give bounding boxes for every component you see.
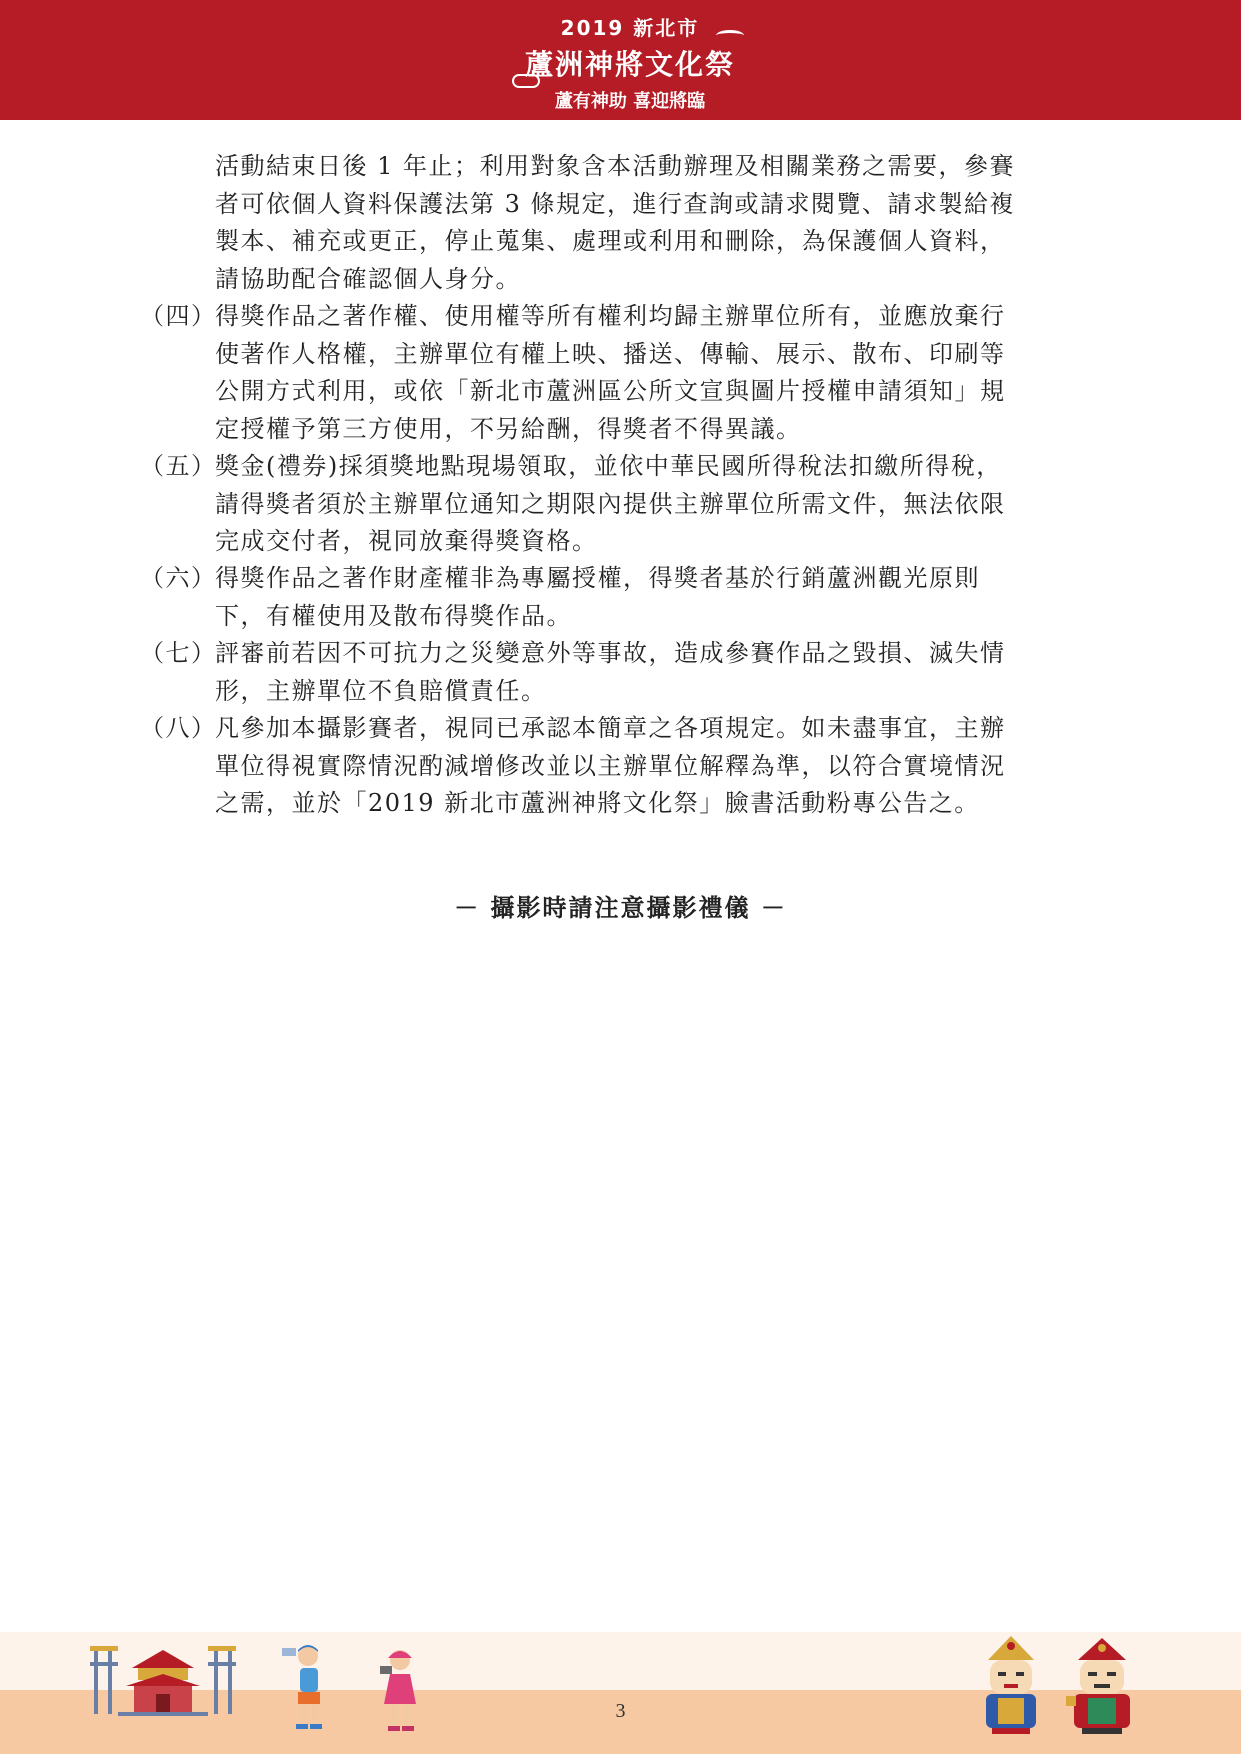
festival-logo <box>520 12 740 112</box>
text-line: 得獎作品之著作財產權非為專屬授權，得獎者基於行銷蘆洲觀光原則 <box>215 564 980 592</box>
header-banner <box>0 0 1241 120</box>
paragraph-marker: （八） <box>140 714 217 742</box>
paragraph-marker: （四） <box>140 302 217 330</box>
text-line: 公開方式利用，或依「新北市蘆洲區公所文宣與圖片授權申請須知」規 <box>215 377 1006 405</box>
text-line: 活動結束日後 1 年止；利用對象含本活動辦理及相關業務之需要，參賽 <box>215 152 1016 180</box>
logo-year: 2019 新北市 <box>560 16 700 40</box>
text-line: 獎金(禮券)採須獎地點現場領取，並依中華民國所得稅法扣繳所得稅， <box>215 452 1002 480</box>
logo-slogan: 蘆有神助 喜迎將臨 <box>554 91 706 112</box>
cloud-ornament-icon <box>512 74 540 88</box>
text-line: 之需，並於「2019 新北市蘆洲神將文化祭」臉書活動粉專公告之。 <box>215 789 980 817</box>
text-line: 得獎作品之著作權、使用權等所有權利均歸主辦單位所有，並應放棄行 <box>215 302 1006 330</box>
logo-name: 蘆洲神將文化祭 <box>524 48 735 81</box>
paragraph-marker: （六） <box>140 564 217 592</box>
page-number: 3 <box>615 1700 626 1722</box>
text-line: 請協助配合確認個人身分。 <box>215 264 521 293</box>
text-line: 製本、補充或更正，停止蒐集、處理或利用和刪除，為保護個人資料， <box>215 227 1006 255</box>
text-line: 定授權予第三方使用，不另給酬，得獎者不得異議。 <box>215 414 802 443</box>
text-line: 請得獎者須於主辦單位通知之期限內提供主辦單位所需文件，無法依限 <box>215 489 1006 518</box>
paragraph-marker: （五） <box>140 452 217 480</box>
text-line: 使著作人格權，主辦單位有權上映、播送、傳輸、展示、散布、印刷等 <box>215 339 1006 368</box>
text-line: 形，主辦單位不負賠償責任。 <box>215 676 547 705</box>
text-line: 者可依個人資料保護法第 3 條規定，進行查詢或請求閱覽、請求製給複 <box>215 189 1016 218</box>
text-line: 下，有權使用及散布得獎作品。 <box>215 601 572 630</box>
text-line: 凡參加本攝影賽者，視同已承認本簡章之各項規定。如未盡事宜，主辦 <box>215 714 1006 742</box>
closing-note: － 攝影時請注意攝影禮儀 － <box>454 894 787 922</box>
text-line: 單位得視實際情況酌減增修改並以主辦單位解釋為準，以符合實境情況 <box>215 751 1006 780</box>
swirl-ornament-icon <box>716 30 744 41</box>
text-line: 評審前若因不可抗力之災變意外等事故，造成參賽作品之毀損、滅失情 <box>215 639 1006 667</box>
paragraph-marker: （七） <box>140 639 217 667</box>
text-line: 完成交付者，視同放棄得獎資格。 <box>215 527 598 555</box>
